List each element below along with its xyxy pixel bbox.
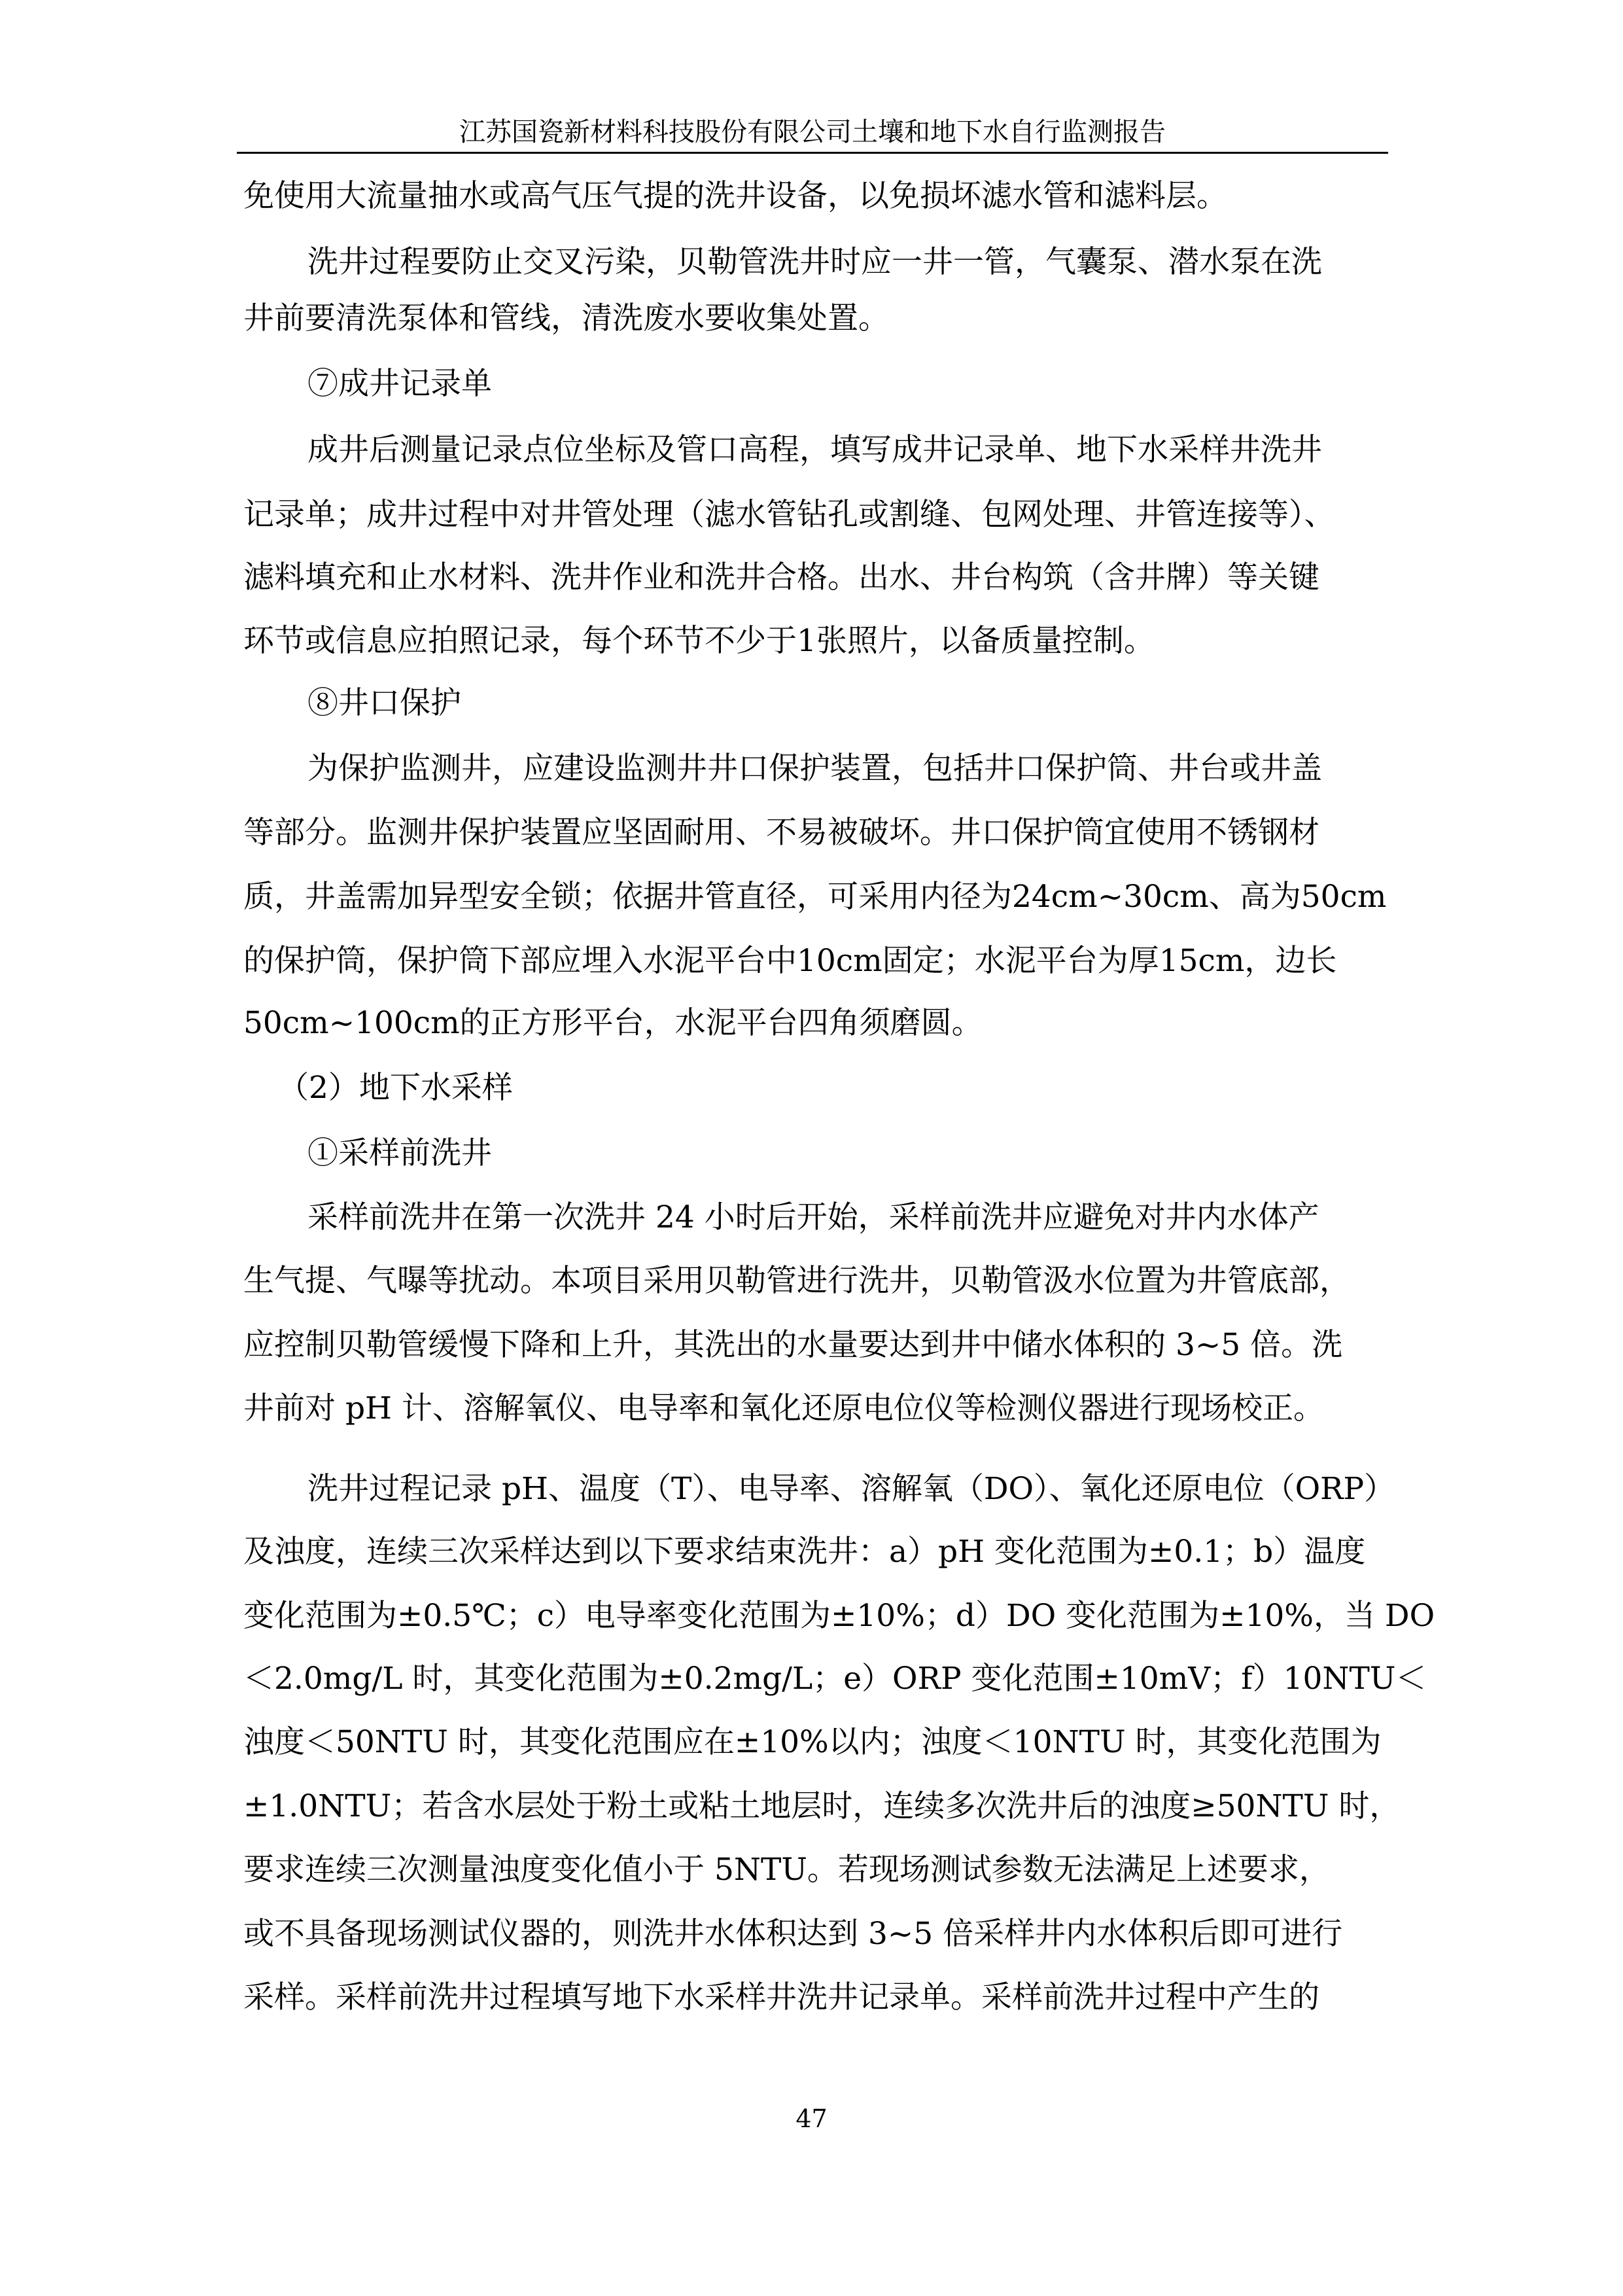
paragraph-line: 采样。采样前洗井过程填写地下水采样井洗井记录单。采样前洗井过程中产生的 <box>243 1979 1319 2015</box>
section-heading: ⑦成井记录单 <box>307 366 492 402</box>
paragraph-line: 成井后测量记录点位坐标及管口高程，填写成井记录单、地下水采样井洗井 <box>307 432 1322 468</box>
paragraph-line: 质，井盖需加异型安全锁；依据井管直径，可采用内径为24cm~30cm、高为50cm <box>243 879 1387 915</box>
paragraph-line: 井前对 pH 计、溶解氧仪、电导率和氧化还原电位仪等检测仪器进行现场校正。 <box>243 1390 1324 1426</box>
paragraph-line: 应控制贝勒管缓慢下降和上升，其洗出的水量要达到井中储水体积的 3~5 倍。洗 <box>243 1327 1343 1363</box>
paragraph-line: 井前要清洗泵体和管线，清洗废水要收集处置。 <box>243 300 889 336</box>
paragraph-line: 滤料填充和止水材料、洗井作业和洗井合格。出水、井台构筑（含井牌）等关键 <box>243 559 1319 595</box>
paragraph-line: ±1.0NTU；若含水层处于粉土或粘土地层时，连续多次洗井后的浊度≥50NTU 时， <box>243 1788 1401 1824</box>
page-number: 47 <box>795 2104 828 2133</box>
section-heading: ①采样前洗井 <box>307 1135 492 1171</box>
paragraph-line: 环节或信息应拍照记录，每个环节不少于1张照片，以备质量控制。 <box>243 623 1155 659</box>
paragraph-line: 洗井过程要防止交叉污染，贝勒管洗井时应一井一管，气囊泵、潜水泵在洗 <box>307 244 1322 280</box>
paragraph-line: 的保护筒，保护筒下部应埋入水泥平台中10cm固定；水泥平台为厚15cm，边长 <box>243 943 1337 979</box>
paragraph-line: 要求连续三次测量浊度变化值小于 5NTU。若现场测试参数无法满足上述要求， <box>243 1852 1330 1888</box>
paragraph-line: 50cm~100cm的正方形平台，水泥平台四角须磨圆。 <box>243 1005 983 1041</box>
paragraph-line: 免使用大流量抽水或高气压气提的洗井设备，以免损坏滤水管和滤料层。 <box>243 178 1227 214</box>
paragraph-line: 洗井过程记录 pH、温度（T）、电导率、溶解氧（DO）、氧化还原电位（ORP） <box>307 1471 1395 1507</box>
paragraph-line: 生气提、气曝等扰动。本项目采用贝勒管进行洗井，贝勒管汲水位置为井管底部， <box>243 1263 1350 1299</box>
running-header: 江苏国瓷新材料科技股份有限公司土壤和地下水自行监测报告 <box>459 117 1166 147</box>
paragraph-line: 为保护监测井，应建设监测井井口保护装置，包括井口保护筒、井台或井盖 <box>307 751 1322 786</box>
section-heading: ⑧井口保护 <box>307 685 461 721</box>
header-divider <box>237 152 1388 154</box>
paragraph-line: 记录单；成井过程中对井管处理（滤水管钻孔或割缝、包网处理、井管连接等）、 <box>243 497 1335 533</box>
paragraph-line: 等部分。监测井保护装置应坚固耐用、不易被破坏。井口保护筒宜使用不锈钢材 <box>243 815 1319 851</box>
paragraph-line: 变化范围为±0.5℃；c）电导率变化范围为±10%；d）DO 变化范围为±10%，当 DO <box>243 1598 1435 1634</box>
paragraph-line: ＜2.0mg/L 时，其变化范围为±0.2mg/L；e）ORP 变化范围±10mV；f）10NTU＜ <box>243 1661 1427 1697</box>
paragraph-line: 采样前洗井在第一次洗井 24 小时后开始，采样前洗井应避免对井内水体产 <box>307 1199 1319 1235</box>
paragraph-line: 及浊度，连续三次采样达到以下要求结束洗井：a）pH 变化范围为±0.1；b）温度 <box>243 1534 1366 1570</box>
section-heading: （2）地下水采样 <box>278 1070 513 1106</box>
paragraph-line: 浊度＜50NTU 时，其变化范围应在±10%以内；浊度＜10NTU 时，其变化范围为 <box>243 1724 1382 1760</box>
paragraph-line: 或不具备现场测试仪器的，则洗井水体积达到 3~5 倍采样井内水体积后即可进行 <box>243 1916 1343 1952</box>
